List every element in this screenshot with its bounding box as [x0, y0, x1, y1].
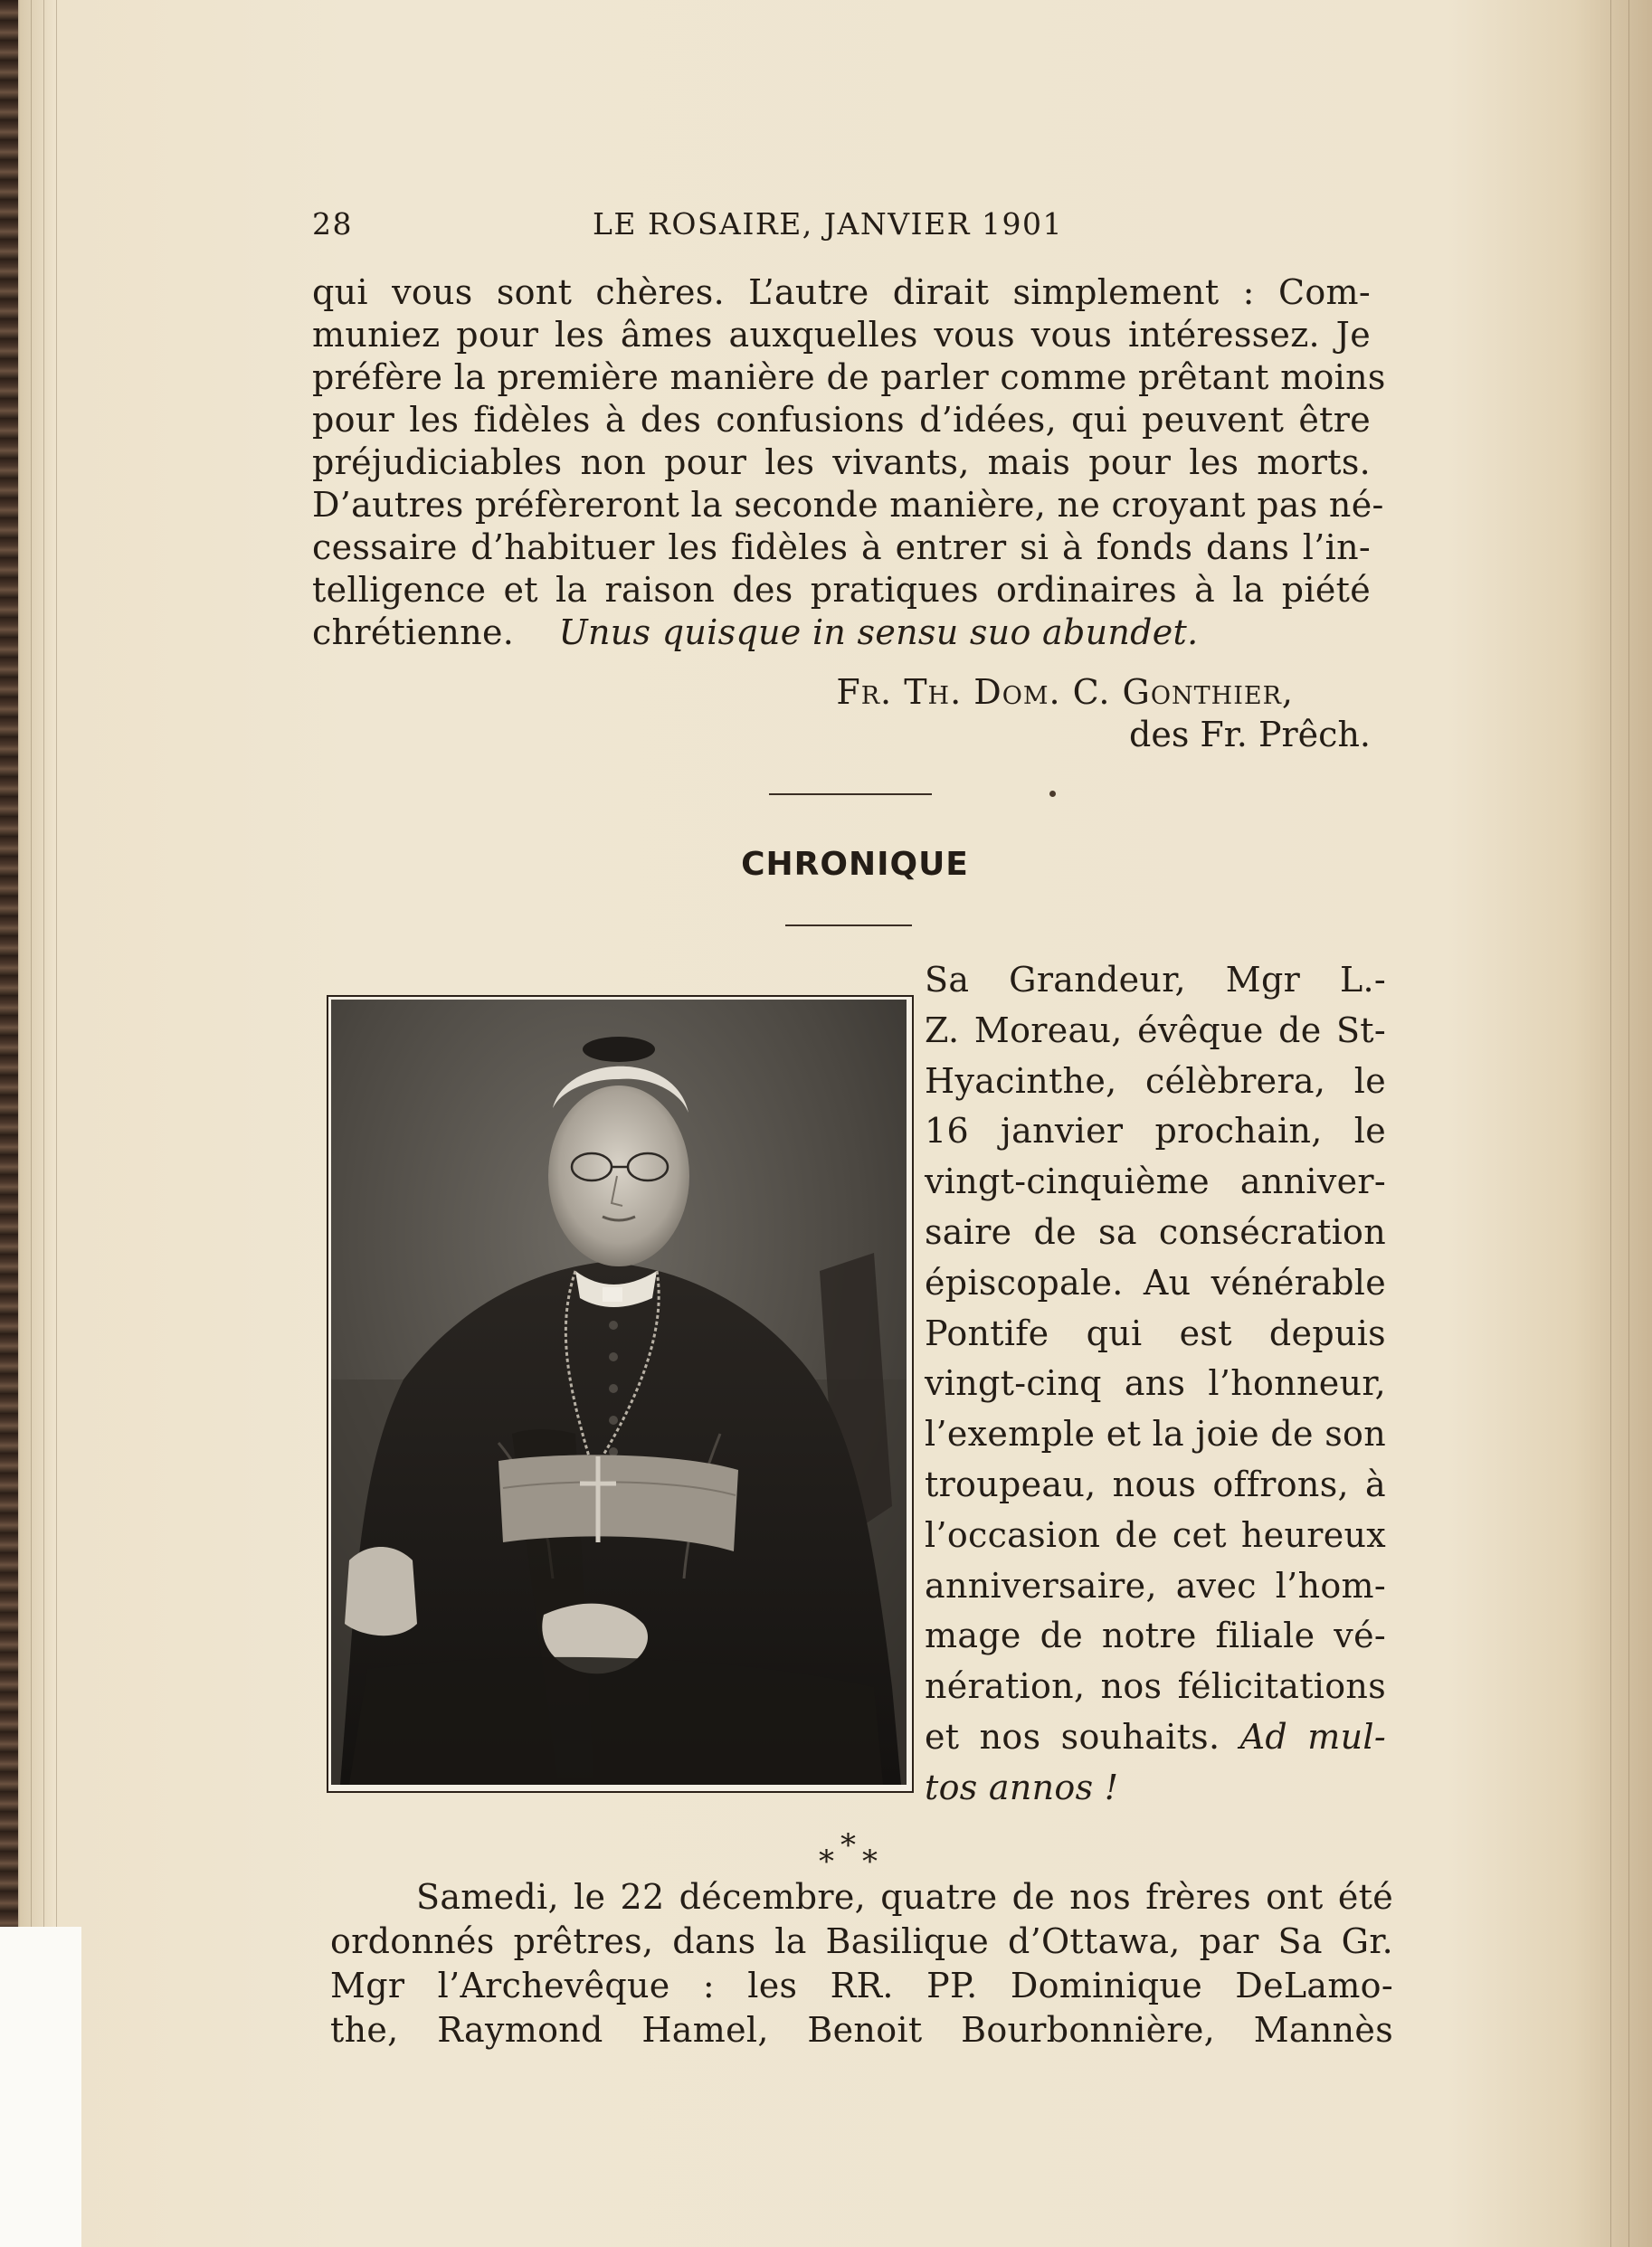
text-line: the, Raymond Hamel, Benoit Bourbonnière, Mannès [330, 2010, 1393, 2050]
text-line: Hyacinthe, célèbrera, le [925, 1060, 1386, 1101]
text-line: qui vous sont chères. L’autre dirait simplement : Com- [312, 272, 1371, 312]
text-line: saire de sa consécration [925, 1212, 1386, 1252]
signature-order: des Fr. Prêch. [1129, 715, 1371, 754]
asterism-star: * [819, 1844, 834, 1880]
text-line: Pontife qui est depuis [925, 1313, 1386, 1353]
paragraph-3 [330, 1875, 1393, 2056]
section-rule [785, 924, 912, 926]
text-line: 16 janvier prochain, le [925, 1111, 1386, 1152]
text-line: muniez pour les âmes auxquelles vous vous intéressez. Je [312, 315, 1371, 355]
text-line: nération, nos félicitations [925, 1666, 1386, 1707]
text-line: telligence et la raison des pratiques ordinaires à la piété [312, 570, 1371, 610]
latin-quote: Ad mul- [1239, 1717, 1386, 1757]
text-line: préjudiciables non pour les vivants, mais pour les morts. [312, 442, 1371, 482]
text-line: Samedi, le 22 décembre, quatre de nos frères ont été [416, 1877, 1393, 1917]
page-edge-line [56, 0, 57, 2247]
text-line: Mgr l’Archevêque : les RR. PP. Dominique DeLamo- [330, 1966, 1393, 2005]
text-line: Z. Moreau, évêque de St- [925, 1010, 1386, 1050]
asterism-star: * [862, 1844, 878, 1880]
page-edge-line [1628, 0, 1629, 2247]
text-line: vingt-cinq ans l’honneur, [925, 1363, 1386, 1404]
text-line: cessaire d’habituer les fidèles à entrer si à fonds dans l’in- [312, 527, 1371, 567]
running-head [312, 206, 1371, 246]
text-line: épiscopale. Au vénérable [925, 1262, 1386, 1303]
latin-quote: tos annos ! [925, 1767, 1119, 1807]
asterism [819, 1827, 909, 1882]
section-heading: CHRONIQUE [741, 846, 969, 883]
text-line-last [312, 612, 1371, 654]
text-line: anniversaire, avec l’hom- [925, 1565, 1386, 1606]
text-segment: chrétienne. [312, 612, 515, 652]
book-binding [0, 0, 18, 1927]
bishop-portrait-photo [331, 1000, 907, 1785]
text-line [925, 1712, 1386, 1763]
text-line: troupeau, nous offrons, à [925, 1465, 1386, 1504]
signature-name: Fr. Th. Dom. C. Gonthier, [836, 672, 1294, 712]
page-edge-line [43, 0, 44, 2247]
text-line: pour les fidèles à des confusions d’idées, qui peuvent être [312, 400, 1371, 440]
ink-speck [1049, 791, 1056, 797]
page-number: 28 [312, 206, 353, 242]
text-segment: et nos souhaits. [925, 1717, 1220, 1757]
text-line: D’autres préfèreront la seconde manière, ne croyant pas né- [312, 485, 1384, 525]
text-line: Sa Grandeur, Mgr L.- [925, 960, 1386, 1000]
text-line: l’occasion de cet heureux [925, 1514, 1386, 1555]
paragraph-1 [312, 271, 1386, 669]
running-title: LE ROSAIRE, JANVIER 1901 [593, 206, 1063, 242]
text-line: ordonnés prêtres, dans la Basilique d’Ottawa, par Sa Gr. [330, 1921, 1393, 1961]
text-line: vingt-cinquième anniver- [925, 1161, 1386, 1202]
paragraph-2 [925, 955, 1386, 1815]
scan-margin [0, 1927, 81, 2247]
section-rule [769, 793, 932, 795]
asterism-star: * [840, 1827, 856, 1863]
text-line: mage de notre filiale vé- [925, 1616, 1386, 1656]
page-edge-line [31, 0, 32, 2247]
signature [312, 671, 1371, 762]
page-edge-line [1610, 0, 1611, 2247]
text-line: l’exemple et la joie de son [925, 1414, 1386, 1455]
text-line: préfère la première manière de parler comme prêtant moins [312, 357, 1386, 397]
latin-quote: Unus quisque in sensu suo abundet. [558, 612, 1199, 652]
